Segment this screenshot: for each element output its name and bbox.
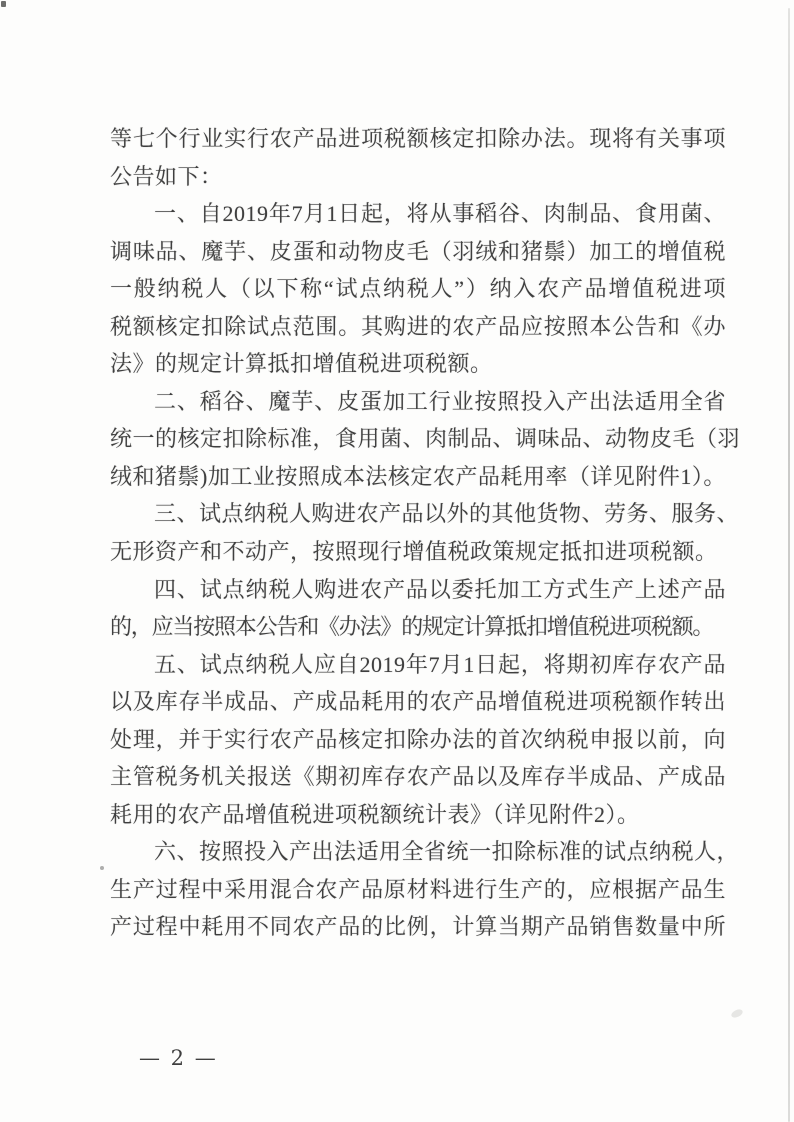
scan-edge-line [788, 8, 790, 1122]
text-line: 处理，并于实行农产品核定扣除办法的首次纳税申报以前，向 [110, 726, 726, 752]
text-line: 法》的规定计算抵扣增值税进项税额。 [110, 351, 493, 377]
text-line: 一般纳税人（以下称“试点纳税人”）纳入农产品增值税进项 [110, 276, 726, 302]
text-line-section-3: 三、试点纳税人购进农产品以外的其他货物、劳务、服务、 [154, 501, 740, 527]
scan-corner-speck [1, 1, 6, 7]
text-line: 产过程中耗用不同农产品的比例，计算当期产品销售数量中所 [110, 914, 726, 940]
scan-smudge [730, 1008, 744, 1019]
text-line: 税额核定扣除试点范围。其购进的农产品应按照本公告和《办 [110, 313, 726, 339]
text-line-section-5: 五、试点纳税人应自2019年7月1日起，将期初库存农产品 [154, 651, 726, 677]
text-line: 的，应当按照本公告和《办法》的规定计算抵扣增值税进项税额。 [110, 614, 714, 640]
text-line: 绒和猪鬃)加工业按照成本法核定农产品耗用率（详见附件1）。 [110, 463, 726, 489]
text-line: 公告如下： [110, 163, 223, 189]
text-line: 统一的核定扣除标准，食用菌、肉制品、调味品、动物皮毛（羽 [110, 426, 741, 452]
text-line: 调味品、魔芋、皮蛋和动物皮毛（羽绒和猪鬃）加工的增值税 [110, 238, 726, 264]
text-line: 等七个行业实行农产品进项税额核定扣除办法。现将有关事项 [110, 126, 726, 151]
text-line-section-6: 六、按照投入产出法适用全省统一扣除标准的试点纳税人， [154, 839, 740, 865]
text-line-section-2: 二、稻谷、魔芋、皮蛋加工行业按照投入产出法适用全省 [154, 388, 726, 414]
document-body [110, 120, 741, 946]
text-line: 生产过程中采用混合农产品原材料进行生产的，应根据产品生 [110, 876, 726, 902]
text-line: 无形资产和不动产，按照现行增值税政策规定抵扣进项税额。 [110, 539, 718, 565]
text-line: 耗用的农产品增值税进项税额统计表》（详见附件2）。 [110, 801, 640, 827]
text-line: 主管税务机关报送《期初库存农产品以及库存半成品、产成品 [110, 764, 726, 790]
text-line-section-4: 四、试点纳税人购进农产品以委托加工方式生产上述产品 [154, 576, 726, 602]
page-number: — 2 — [139, 1046, 218, 1070]
text-line-section-1: 一、自2019年7月1日起，将从事稻谷、肉制品、食用菌、 [154, 201, 726, 227]
scan-margin-speck [100, 866, 104, 870]
text-line: 以及库存半成品、产成品耗用的农产品增值税进项税额作转出 [110, 689, 726, 715]
